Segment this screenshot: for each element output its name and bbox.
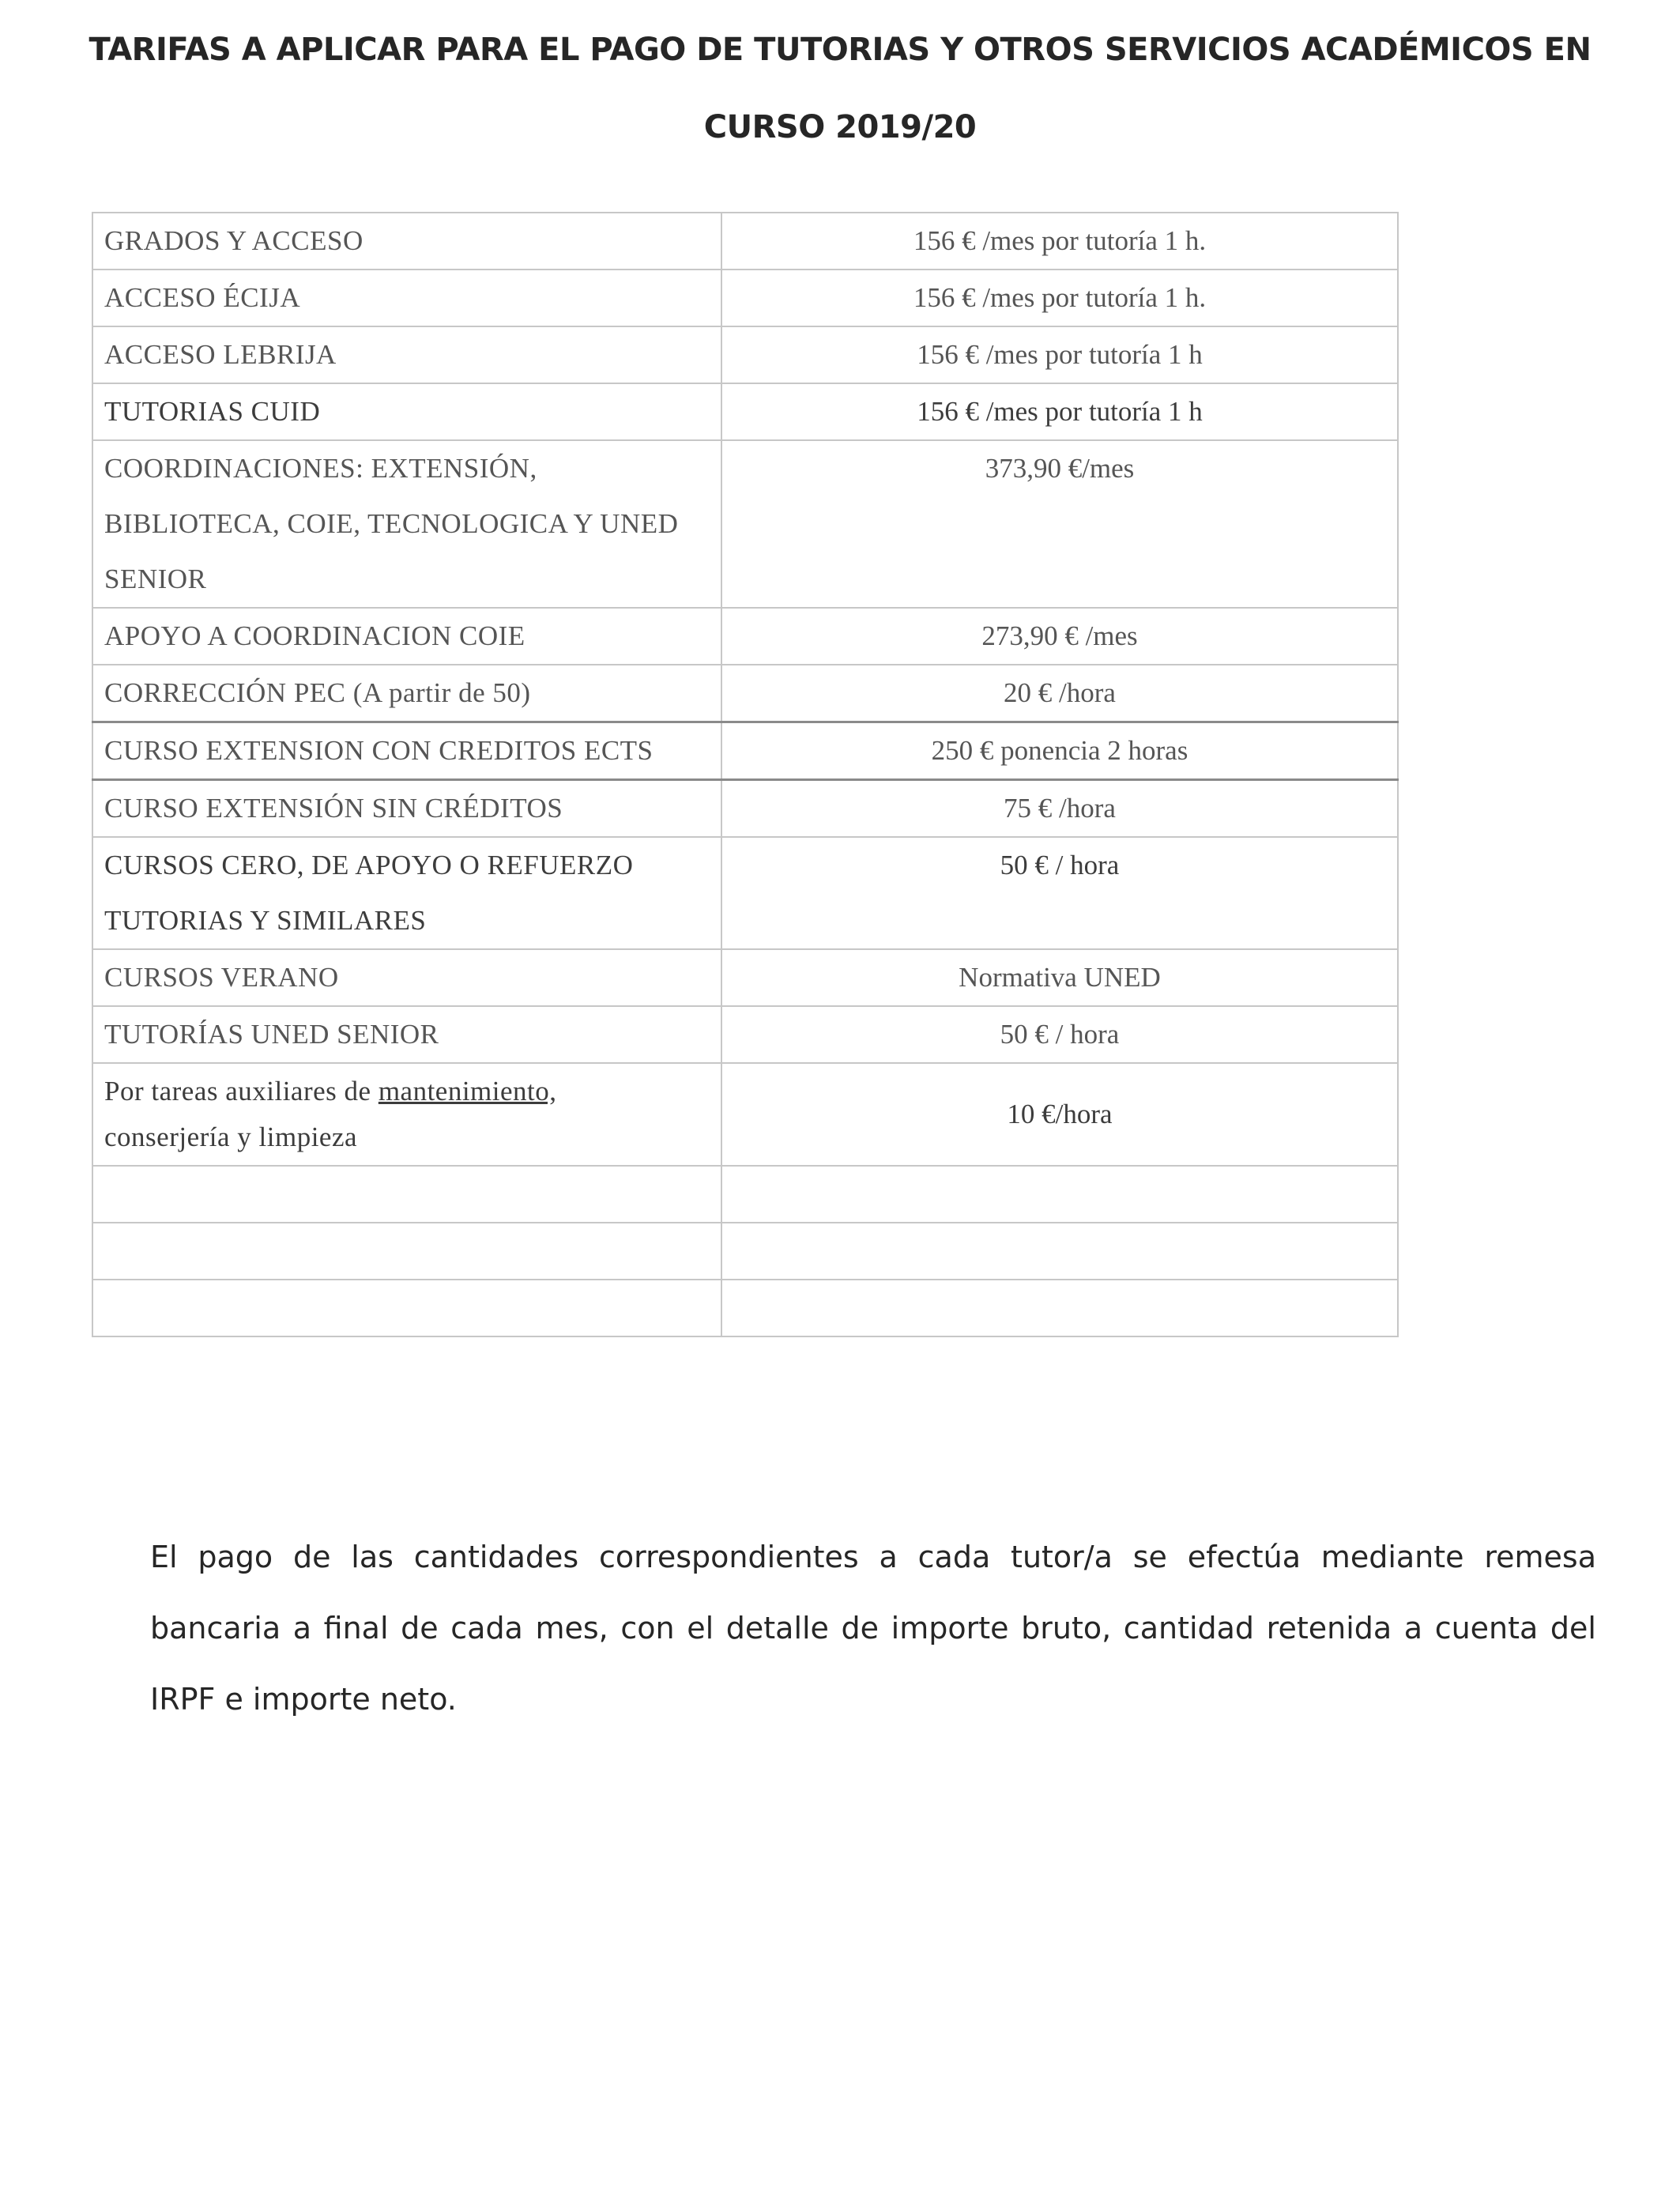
service-cell: TUTORÍAS UNED SENIOR — [92, 1006, 721, 1063]
rate-cell: 156 € /mes por tutoría 1 h. — [721, 213, 1398, 270]
rate-cell: 156 € /mes por tutoría 1 h — [721, 383, 1398, 440]
rate-cell: 20 € /hora — [721, 665, 1398, 722]
empty-row — [92, 1223, 1398, 1280]
service-cell: APOYO A COORDINACION COIE — [92, 608, 721, 665]
rate-cell: 156 € /mes por tutoría 1 h — [721, 326, 1398, 383]
service-cell: TUTORIAS CUID — [92, 383, 721, 440]
service-cell: ACCESO ÉCIJA — [92, 270, 721, 326]
service-text: conserjería y limpieza — [104, 1122, 358, 1152]
table-row — [92, 213, 1398, 270]
table-row — [92, 608, 1398, 665]
service-cell: CURSO EXTENSION CON CREDITOS ECTS — [92, 722, 721, 780]
rate-cell: 156 € /mes por tutoría 1 h. — [721, 270, 1398, 326]
table-row — [92, 837, 1398, 949]
table-row — [92, 326, 1398, 383]
service-text-underlined: mantenimiento, — [378, 1076, 557, 1106]
table-row — [92, 722, 1398, 780]
empty-row — [92, 1280, 1398, 1336]
rate-cell: 75 € /hora — [721, 780, 1398, 838]
rates-table — [92, 212, 1399, 1337]
rate-cell: 373,90 €/mes — [721, 440, 1398, 608]
service-cell: CURSOS VERANO — [92, 949, 721, 1006]
table-row — [92, 780, 1398, 838]
payment-note: El pago de las cantidades correspondientes a cada tutor/a se efectúa mediante remesa bancaria a final de cada mes, con el detalle de importe bruto, cantidad retenida a cuenta del IRPF e importe neto. — [150, 1540, 1596, 1717]
service-cell: ACCESO LEBRIJA — [92, 326, 721, 383]
service-cell — [92, 1063, 721, 1166]
service-text: Por tareas auxiliares de — [104, 1076, 379, 1106]
table-row — [92, 949, 1398, 1006]
service-cell: CURSO EXTENSIÓN SIN CRÉDITOS — [92, 780, 721, 838]
page-title: TARIFAS A APLICAR PARA EL PAGO DE TUTORIAS Y OTROS SERVICIOS ACADÉMICOS EN CURSO 2019/20 — [89, 32, 1591, 145]
table-row — [92, 1006, 1398, 1063]
rate-cell: Normativa UNED — [721, 949, 1398, 1006]
table-row — [92, 1063, 1398, 1166]
empty-cell — [92, 1166, 721, 1223]
empty-row — [92, 1166, 1398, 1223]
table-row — [92, 270, 1398, 326]
rate-cell: 50 € / hora — [721, 1006, 1398, 1063]
empty-cell — [721, 1223, 1398, 1280]
table-row — [92, 665, 1398, 722]
service-cell: COORDINACIONES: EXTENSIÓN, BIBLIOTECA, COIE, TECNOLOGICA Y UNED SENIOR — [92, 440, 721, 608]
empty-cell — [721, 1280, 1398, 1336]
table-row — [92, 383, 1398, 440]
rate-cell: 273,90 € /mes — [721, 608, 1398, 665]
service-cell: GRADOS Y ACCESO — [92, 213, 721, 270]
empty-cell — [92, 1280, 721, 1336]
rate-cell: 50 € / hora — [721, 837, 1398, 949]
service-cell: CURSOS CERO, DE APOYO O REFUERZO TUTORIAS Y SIMILARES — [92, 837, 721, 949]
empty-cell — [92, 1223, 721, 1280]
rate-cell: 250 € ponencia 2 horas — [721, 722, 1398, 780]
rate-cell: 10 €/hora — [721, 1063, 1398, 1166]
service-cell: CORRECCIÓN PEC (A partir de 50) — [92, 665, 721, 722]
empty-cell — [721, 1166, 1398, 1223]
table-row — [92, 440, 1398, 608]
